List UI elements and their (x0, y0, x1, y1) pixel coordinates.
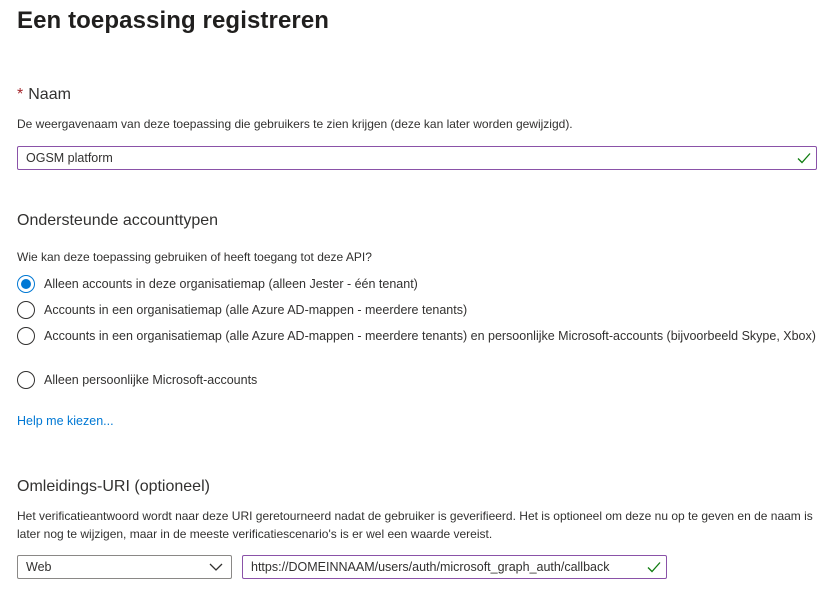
platform-select-value: Web (26, 560, 52, 574)
required-marker: * (17, 86, 24, 103)
account-types-question: Wie kan deze toepassing gebruiken of heeft toegang tot deze API? (17, 250, 372, 264)
name-input-wrapper (17, 146, 817, 170)
account-option-single-tenant[interactable] (17, 275, 817, 293)
radio-button-selected[interactable] (17, 275, 35, 293)
chevron-down-icon (209, 563, 223, 571)
page-title: Een toepassing registreren (17, 7, 330, 34)
radio-button[interactable] (17, 301, 35, 319)
account-option-multi-tenant-personal[interactable] (17, 327, 827, 345)
checkmark-icon (797, 152, 811, 164)
platform-select[interactable] (17, 555, 232, 579)
redirect-uri-input[interactable] (242, 555, 667, 579)
redirect-uri-title: Omleidings-URI (optioneel) (17, 478, 210, 495)
name-description: De weergavenaam van deze toepassing die gebruikers te zien krijgen (deze kan later worden gewijzigd). (17, 117, 573, 131)
account-option-personal-only[interactable] (17, 371, 817, 389)
radio-button[interactable] (17, 327, 35, 345)
account-option-multi-tenant[interactable] (17, 301, 817, 319)
name-label-text: Naam (28, 86, 71, 103)
help-me-choose-link[interactable]: Help me kiezen... (17, 414, 114, 428)
name-label (17, 86, 71, 104)
account-option-label: Alleen accounts in deze organisatiemap (alleen Jester - één tenant) (44, 277, 418, 291)
name-input[interactable] (17, 146, 817, 170)
checkmark-icon (647, 561, 661, 573)
account-types-title: Ondersteunde accounttypen (17, 212, 219, 229)
redirect-uri-input-wrapper (242, 555, 667, 579)
account-option-label: Alleen persoonlijke Microsoft-accounts (44, 373, 258, 387)
account-option-label: Accounts in een organisatiemap (alle Azure AD-mappen - meerdere tenants) (44, 303, 468, 317)
account-option-label: Accounts in een organisatiemap (alle Azure AD-mappen - meerdere tenants) en persoonlijke Microsoft-accounts (bijvoorbeeld Skype, Xbox) (44, 329, 816, 343)
radio-button[interactable] (17, 371, 35, 389)
redirect-uri-description: Het verificatieantwoord wordt naar deze URI geretourneerd nadat de gebruiker is geverifieerd. Het is optioneel om deze nu op te geven en de naam is later nog te wijzigen, maar in de meeste verificatiescenario's is er wel een waarde vereist. (17, 509, 813, 541)
